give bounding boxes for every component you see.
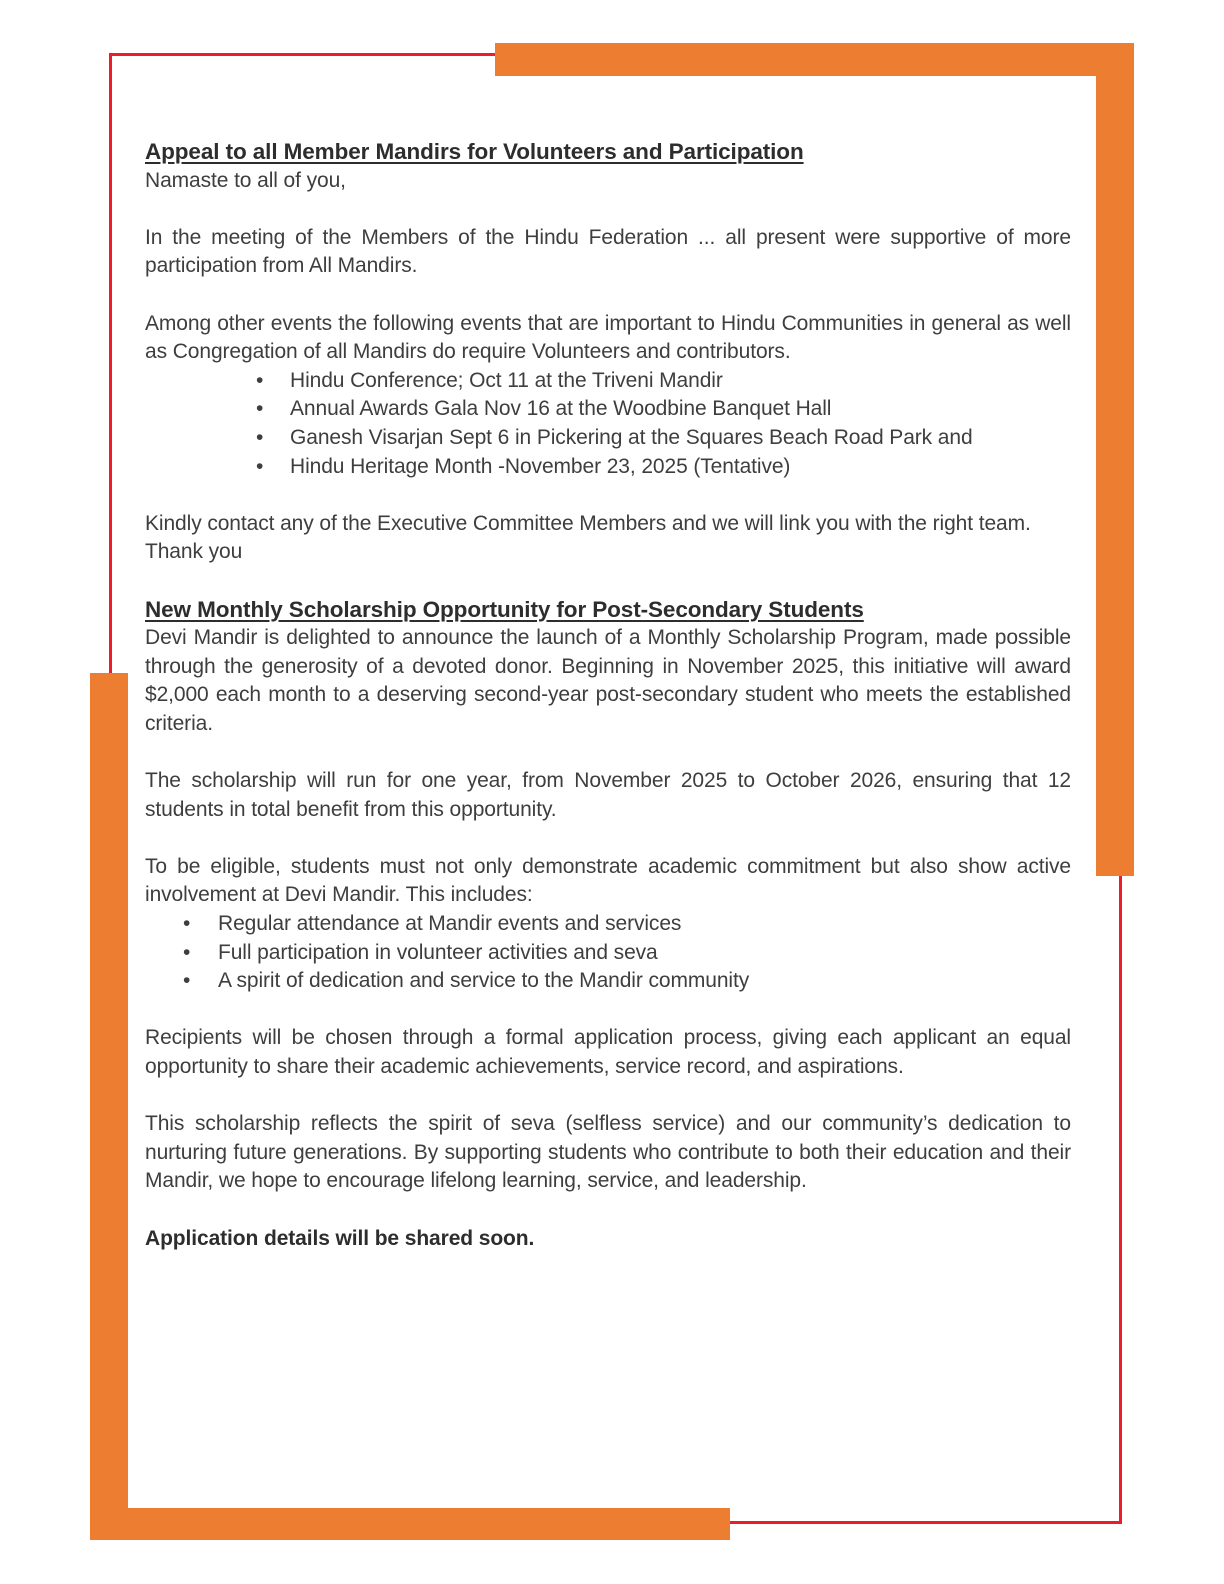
list-item-event: • Hindu Heritage Month -November 23, 2025 (Tentative) bbox=[256, 453, 1071, 482]
closing-note: Application details will be shared soon. bbox=[145, 1226, 535, 1250]
document-content bbox=[145, 138, 1071, 1282]
list-item-event: • Ganesh Visarjan Sept 6 in Pickering at the Squares Beach Road Park and bbox=[256, 424, 1071, 453]
section-appeal bbox=[145, 138, 1071, 567]
appeal-paragraph-meeting: In the meeting of the Members of the Hindu Federation ... all present were supportive of more participation from All Mandirs. bbox=[145, 225, 1071, 278]
list-item-criterion: • Full participation in volunteer activities and seva bbox=[183, 939, 1071, 968]
appeal-heading: Appeal to all Member Mandirs for Volunteers and Participation bbox=[145, 139, 804, 164]
orange-accent-bar-top bbox=[495, 43, 1134, 76]
orange-accent-bar-left bbox=[90, 673, 128, 1540]
criteria-list bbox=[145, 910, 1071, 996]
list-item-criterion: • A spirit of dedication and service to the Mandir community bbox=[183, 967, 1071, 996]
scholarship-paragraph-selection: Recipients will be chosen through a formal application process, giving each applicant an equal opportunity to share their academic achievements, service record, and aspirations. bbox=[145, 1026, 1071, 1078]
list-item-event: • Hindu Conference; Oct 11 at the Triveni Mandir bbox=[256, 367, 1071, 396]
list-item-criterion: • Regular attendance at Mandir events and services bbox=[183, 910, 1071, 939]
scholarship-paragraph-eligibility: To be eligible, students must not only demonstrate academic commitment but also show active involvement at Devi Mandir. This includes: bbox=[145, 854, 1071, 907]
contact-line: Kindly contact any of the Executive Committee Members and we will link you with the right team. bbox=[145, 511, 1031, 535]
scholarship-paragraph-duration: The scholarship will run for one year, from November 2025 to October 2026, ensuring that 12 students in total benefit from this opportunity. bbox=[145, 769, 1071, 821]
scholarship-paragraph-spirit: This scholarship reflects the spirit of seva (selfless service) and our community’s dedication to nurturing future generations. By supporting students who contribute to both their education and their Mandir, we hope to encourage lifelong learning, service, and leadership. bbox=[145, 1112, 1071, 1193]
greeting-line: Namaste to all of you, bbox=[145, 168, 346, 192]
orange-accent-bar-right bbox=[1096, 43, 1134, 876]
appeal-paragraph-contact bbox=[145, 510, 1071, 567]
orange-accent-bar-bottom bbox=[90, 1508, 730, 1540]
scholarship-paragraph-announcement: Devi Mandir is delighted to announce the launch of a Monthly Scholarship Program, made possible through the generosity of a devoted donor. Beginning in November 2025, this initiative will award $2,000 each month to a deserving second-year post-secondary student who meets the established criteria. bbox=[145, 626, 1071, 735]
section-scholarship bbox=[145, 596, 1071, 1254]
appeal-paragraph-events-intro: Among other events the following events that are important to Hindu Communities in general as well as Congregation of all Mandirs do require Volunteers and contributors. bbox=[145, 311, 1071, 364]
list-item-event: • Annual Awards Gala Nov 16 at the Woodbine Banquet Hall bbox=[256, 395, 1071, 424]
events-list bbox=[145, 367, 1071, 481]
scholarship-heading: New Monthly Scholarship Opportunity for Post-Secondary Students bbox=[145, 596, 864, 622]
thank-you-line: Thank you bbox=[145, 540, 243, 564]
